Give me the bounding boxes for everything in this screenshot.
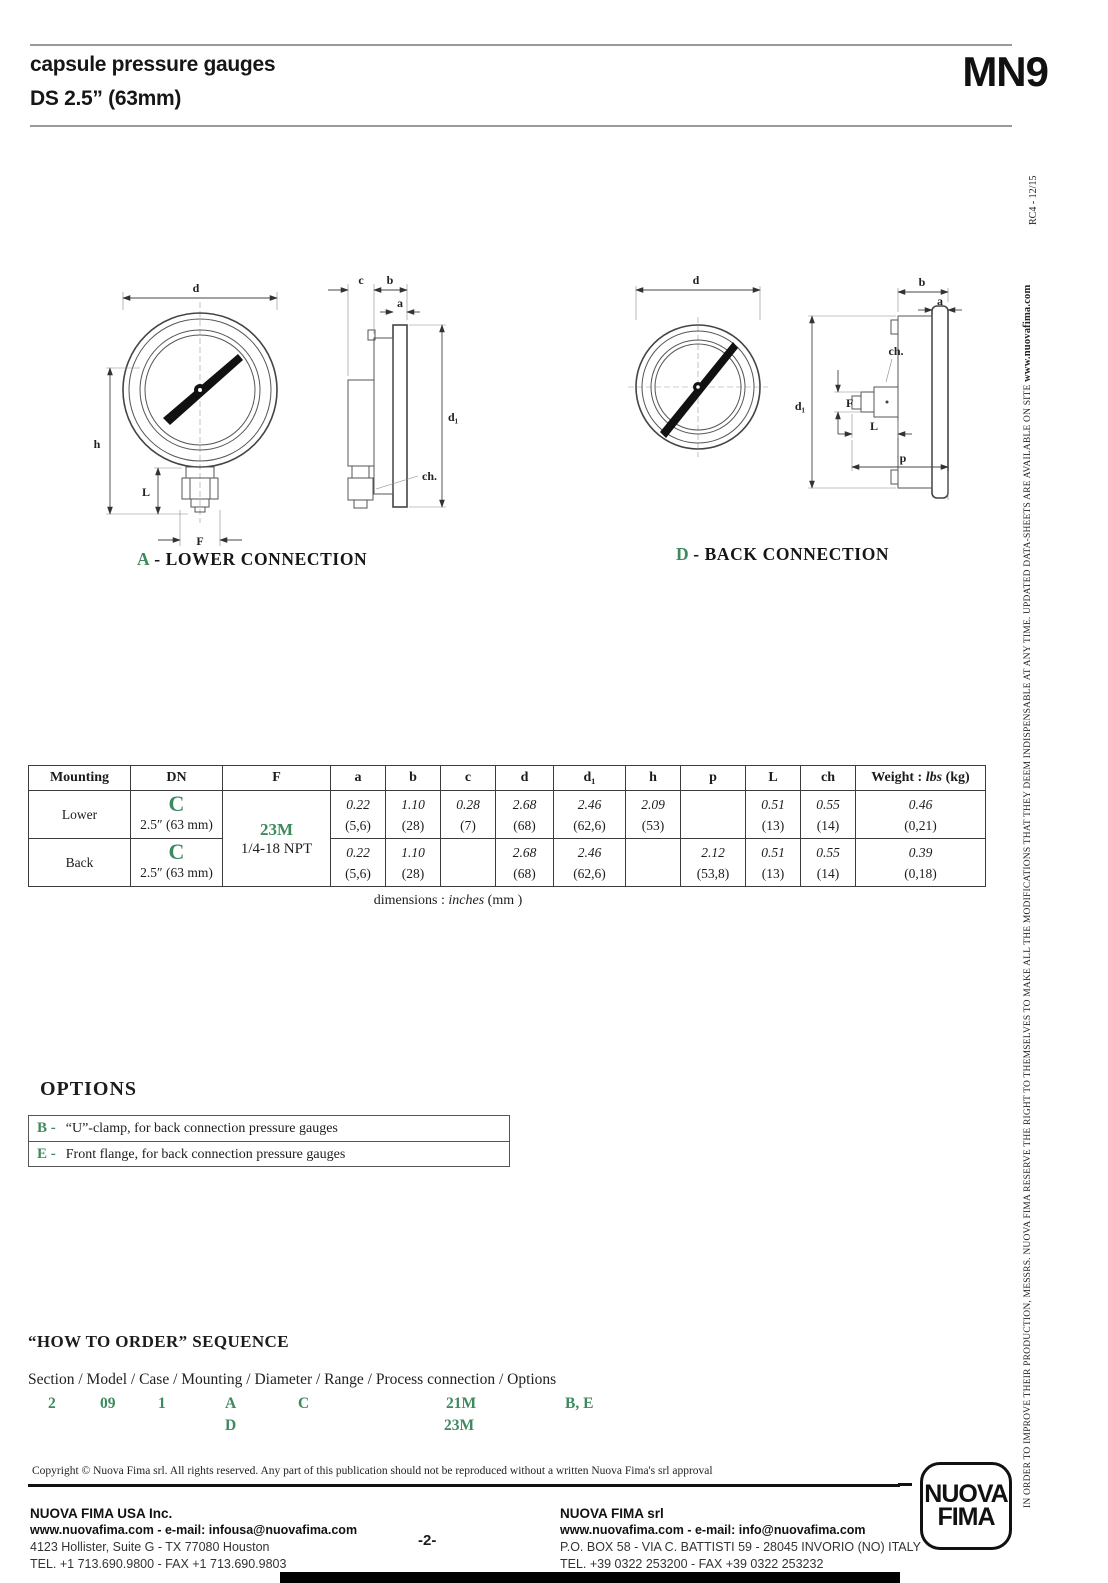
footer-srl-block	[560, 1505, 921, 1573]
cell-c	[441, 839, 496, 887]
copyright-line: Copyright © Nuova Fima srl. All rights reserved. Any part of this publication should not be reproduced without a written Nuova Fima's srl approval	[32, 1465, 713, 1477]
footer-usa-block	[30, 1505, 357, 1573]
table-row-lower	[29, 791, 986, 839]
footer-usa-tel: TEL. +1 713.690.9800 - FAX +1 713.690.9803	[30, 1557, 287, 1571]
lower-connection-drawing	[80, 268, 460, 578]
dim-label-ch: ch.	[422, 469, 437, 483]
footer-srl-tel: TEL. +39 0322 253200 - FAX +39 0322 253232	[560, 1557, 824, 1571]
cell-weight: 0.39 (0,18)	[856, 839, 986, 887]
dim-label-ch: ch.	[888, 344, 904, 358]
cell-d: 2.68 (68)	[496, 839, 554, 887]
nuova-fima-logo	[920, 1462, 1012, 1550]
order-value-model: 09	[100, 1395, 116, 1412]
dim-label-b: b	[386, 273, 394, 287]
option-code-e: E -	[37, 1146, 56, 1162]
cell-d1: 2.46 (62,6)	[554, 839, 626, 887]
option-item-e	[29, 1141, 509, 1166]
dim-label-h: h	[93, 437, 101, 451]
logo-line2: FIMA	[937, 1503, 995, 1531]
connection-block	[348, 380, 374, 466]
case-body	[374, 338, 393, 494]
bezel	[393, 325, 407, 507]
back-connection-drawing	[600, 262, 1020, 582]
col-header-h: h	[626, 766, 681, 791]
order-value-mounting-2: D	[225, 1417, 237, 1434]
bezel	[932, 306, 948, 498]
doc-code: MN9	[962, 48, 1048, 95]
cell-mounting: Lower	[29, 791, 131, 839]
cell-c: 0.28 (7)	[441, 791, 496, 839]
order-value-case: 1	[158, 1395, 166, 1412]
bottom-bar	[280, 1572, 900, 1583]
col-header-f: F	[223, 766, 331, 791]
cell-ch: 0.55 (14)	[801, 839, 856, 887]
order-value-section: 2	[48, 1395, 56, 1412]
gauge-side-view	[348, 325, 407, 508]
logo-line1: NUOVA	[924, 1480, 1008, 1508]
cell-b: 1.10 (28)	[386, 791, 441, 839]
logo-dash	[898, 1483, 912, 1486]
lower-connection-caption	[137, 549, 367, 570]
options-box	[28, 1115, 510, 1167]
footer-usa-web: www.nuovafima.com - e-mail: infousa@nuovafima.com	[30, 1523, 358, 1537]
back-connection-caption	[676, 544, 889, 565]
dim-label-d: d	[192, 281, 200, 295]
order-value-process: 21M	[446, 1395, 477, 1412]
page-title: capsule pressure gauges	[30, 53, 276, 76]
header-rule-bottom	[30, 125, 1012, 127]
cell-h	[626, 839, 681, 887]
order-heading: “HOW TO ORDER” SEQUENCE	[28, 1332, 289, 1351]
gauge-side-view	[852, 306, 948, 498]
cell-a: 0.22 (5,6)	[331, 839, 386, 887]
dim-label-a: a	[937, 294, 943, 308]
col-header-ch: ch	[801, 766, 856, 791]
dim-label-a: a	[397, 296, 403, 310]
footer-divider	[28, 1484, 900, 1487]
cell-weight: 0.46 (0,21)	[856, 791, 986, 839]
order-value-diameter: C	[298, 1395, 310, 1412]
option-text-e: Front flange, for back connection pressure gauges	[65, 1147, 346, 1162]
cell-h: 2.09 (53)	[626, 791, 681, 839]
dim-label-c: c	[358, 273, 364, 287]
cell-dn: C 2.5″ (63 mm)	[131, 791, 223, 839]
dimensions-table	[28, 765, 986, 887]
cell-mounting: Back	[29, 839, 131, 887]
footer-srl-address: P.O. BOX 58 - VIA C. BATTISTI 59 - 28045 INVORIO (NO) ITALY	[560, 1540, 921, 1554]
side-disclaimer-site: www.nuovafima.com	[1022, 284, 1033, 382]
dim-label-F: F	[196, 534, 204, 548]
header-rule-top	[30, 44, 1012, 46]
gauge-front-view	[628, 317, 768, 457]
footer-srl-web: www.nuovafima.com - e-mail: info@nuovafima.com	[560, 1523, 866, 1537]
dim-label-d1: d₁	[794, 399, 806, 413]
col-header-weight: Weight : lbs (kg)	[856, 766, 986, 791]
cell-d: 2.68 (68)	[496, 791, 554, 839]
cell-L: 0.51 (13)	[746, 791, 801, 839]
footer-usa-address: 4123 Hollister, Suite G - TX 77080 Houston	[30, 1540, 270, 1554]
cell-dn: C 2.5″ (63 mm)	[131, 839, 223, 887]
cell-p: 2.12 (53,8)	[681, 839, 746, 887]
table-header-row	[29, 766, 986, 791]
dimension-lines	[636, 273, 962, 500]
cell-ch: 0.55 (14)	[801, 791, 856, 839]
page-number: -2-	[418, 1532, 437, 1549]
caption-letter-d: D	[676, 544, 690, 564]
cell-p	[681, 791, 746, 839]
page-subtitle: DS 2.5” (63mm)	[30, 87, 182, 110]
option-text-b: “U”-clamp, for back connection pressure gauges	[65, 1121, 338, 1136]
cell-a: 0.22 (5,6)	[331, 791, 386, 839]
order-value-process-2: 23M	[444, 1417, 475, 1434]
caption-text-a: - LOWER CONNECTION	[154, 549, 368, 569]
caption-text-d: - BACK CONNECTION	[693, 544, 890, 564]
dimensions-note: dimensions : inches (mm )	[373, 893, 523, 908]
cell-d1: 2.46 (62,6)	[554, 791, 626, 839]
order-fields-line: Section / Model / Case / Mounting / Diameter / Range / Process connection / Options	[28, 1371, 557, 1388]
doc-ref: RC4 - 12/15	[1028, 175, 1039, 225]
col-header-p: p	[681, 766, 746, 791]
table-row-back	[29, 839, 986, 887]
footer-srl-name: NUOVA FIMA srl	[560, 1506, 664, 1521]
dim-label-L: L	[141, 485, 151, 499]
dim-label-p: p	[899, 451, 907, 465]
cell-b: 1.10 (28)	[386, 839, 441, 887]
col-header-mounting: Mounting	[29, 766, 131, 791]
side-disclaimer-text: IN ORDER TO IMPROVE THEIR PRODUCTION, MESSRS. NUOVA FIMA RESERVE THE RIGHT TO THEMSELVES TO MAKE ALL THE MODIFICATIONS THAT THEY DEEM INDISPENSABLE AT ANY TIME. UPDATED DATA-SHEETS ARE AVAILABLE ON SITE	[1023, 381, 1033, 1508]
thread-tip	[852, 396, 861, 409]
col-header-c: c	[441, 766, 496, 791]
dim-label-b: b	[918, 275, 926, 289]
option-code-b: B -	[37, 1120, 56, 1136]
option-item-b	[29, 1116, 509, 1141]
order-value-mounting: A	[225, 1395, 237, 1412]
order-value-options: B, E	[565, 1395, 594, 1412]
options-heading: OPTIONS	[40, 1078, 138, 1100]
dim-label-F: F	[846, 396, 854, 410]
col-header-d: d	[496, 766, 554, 791]
caption-letter-a: A	[137, 549, 151, 569]
footer-usa-name: NUOVA FIMA USA Inc.	[30, 1506, 173, 1521]
dim-label-d: d	[692, 273, 700, 287]
cell-L: 0.51 (13)	[746, 839, 801, 887]
cell-process-connection: 23M 1/4-18 NPT	[223, 791, 331, 887]
col-header-dn: DN	[131, 766, 223, 791]
dim-label-d1: d₁	[448, 410, 459, 424]
dim-label-L: L	[869, 419, 879, 433]
col-header-a: a	[331, 766, 386, 791]
col-header-d1: d₁	[554, 766, 626, 791]
col-header-L: L	[746, 766, 801, 791]
side-disclaimer	[1022, 284, 1033, 1508]
col-header-b: b	[386, 766, 441, 791]
